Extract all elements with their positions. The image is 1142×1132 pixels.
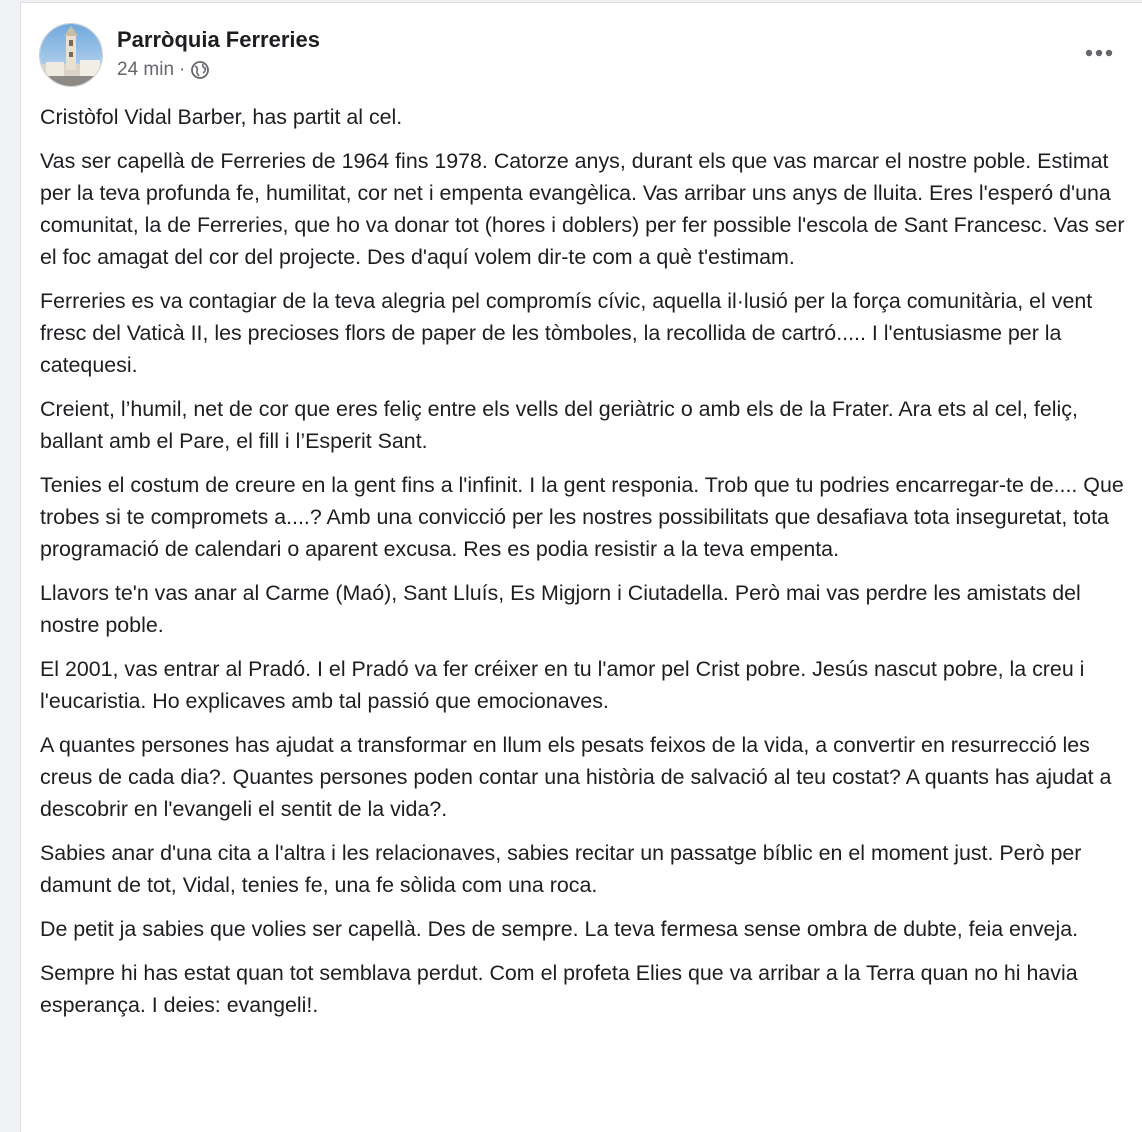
post-paragraph: A quantes persones has ajudat a transformar en llum els pesats feixos de la vida, a convertir en resurrecció les creus de cada dia?. Quantes persones poden contar una història de salvació al teu costat? A quants has ajudat a descobrir en l'evangeli el sentit de la vida?. — [40, 733, 1112, 821]
meta-separator: · — [179, 59, 186, 80]
post-paragraph: De petit ja sabies que volies ser capellà. Des de sempre. La teva fermesa sense ombra de dubte, feia enveja. — [40, 917, 1079, 941]
post-timestamp[interactable]: 24 min — [117, 59, 175, 80]
post-paragraph: El 2001, vas entrar al Pradó. I el Pradó va fer créixer en tu l'amor pel Crist pobre. Jesús nascut pobre, la creu i l'eucaristia. Ho explicaves amb tal passió que emocionaves. — [40, 657, 1085, 713]
post-paragraph: Sempre hi has estat quan tot semblava perdut. Com el profeta Elies que va arribar a la Terra quan no hi havia esperança. I deies: evangeli!. — [40, 961, 1078, 1017]
post-paragraph: Vas ser capellà de Ferreries de 1964 fins 1978. Catorze anys, durant els que vas marcar el nostre poble. Estimat per la teva profunda fe, humilitat, cor net i empenta evangèlica. Vas arribar uns anys de lluita. Eres l'esperó d'una comunitat, la de Ferreries, que ho va donar tot (hores i doblers) per fer possible l'escola de Sant Francesc. Vas ser el foc amagat del cor del projecte. Des d'aquí volem dir-te com a què t'estimam. — [40, 149, 1125, 269]
post-header — [39, 23, 1129, 89]
post-paragraph: Cristòfol Vidal Barber, has partit al cel. — [40, 105, 403, 129]
page-name[interactable]: Parròquia Ferreries — [117, 27, 320, 52]
facebook-post — [20, 2, 1142, 1132]
more-options-button[interactable] — [1079, 35, 1119, 71]
globe-icon[interactable] — [190, 60, 210, 80]
post-body — [40, 101, 1126, 1033]
more-horizontal-icon — [1084, 48, 1114, 58]
church-bell-tower-icon — [40, 24, 103, 87]
page-avatar[interactable] — [39, 23, 103, 87]
post-meta — [117, 59, 210, 81]
post-paragraph: Llavors te'n vas anar al Carme (Maó), Sant Lluís, Es Migjorn i Ciutadella. Però mai vas perdre les amistats del nostre poble. — [40, 581, 1081, 637]
post-paragraph: Sabies anar d'una cita a l'altra i les relacionaves, sabies recitar un passatge bíblic en el moment just. Però per damunt de tot, Vidal, tenies fe, una fe sòlida com una roca. — [40, 841, 1082, 897]
post-paragraph: Ferreries es va contagiar de la teva alegria pel compromís cívic, aquella il·lusió per la força comunitària, el vent fresc del Vaticà II, les precioses flors de paper de les tòmboles, la recollida de cartró..... I l'entusiasme per la catequesi. — [40, 289, 1093, 377]
post-paragraph: Tenies el costum de creure en la gent fins a l'infinit. I la gent responia. Trob que tu podries encarregar-te de.... Que trobes si te compromets a....? Amb una convicció per les nostres possibilitats que desafiava tota inseguretat, tota programació de calendari o aparent excusa. Res es podia resistir a la teva empenta. — [40, 473, 1124, 561]
post-paragraph: Creient, l’humil, net de cor que eres feliç entre els vells del geriàtric o amb els de la Frater. Ara ets al cel, feliç, ballant amb el Pare, el fill i l’Esperit Sant. — [40, 397, 1078, 453]
